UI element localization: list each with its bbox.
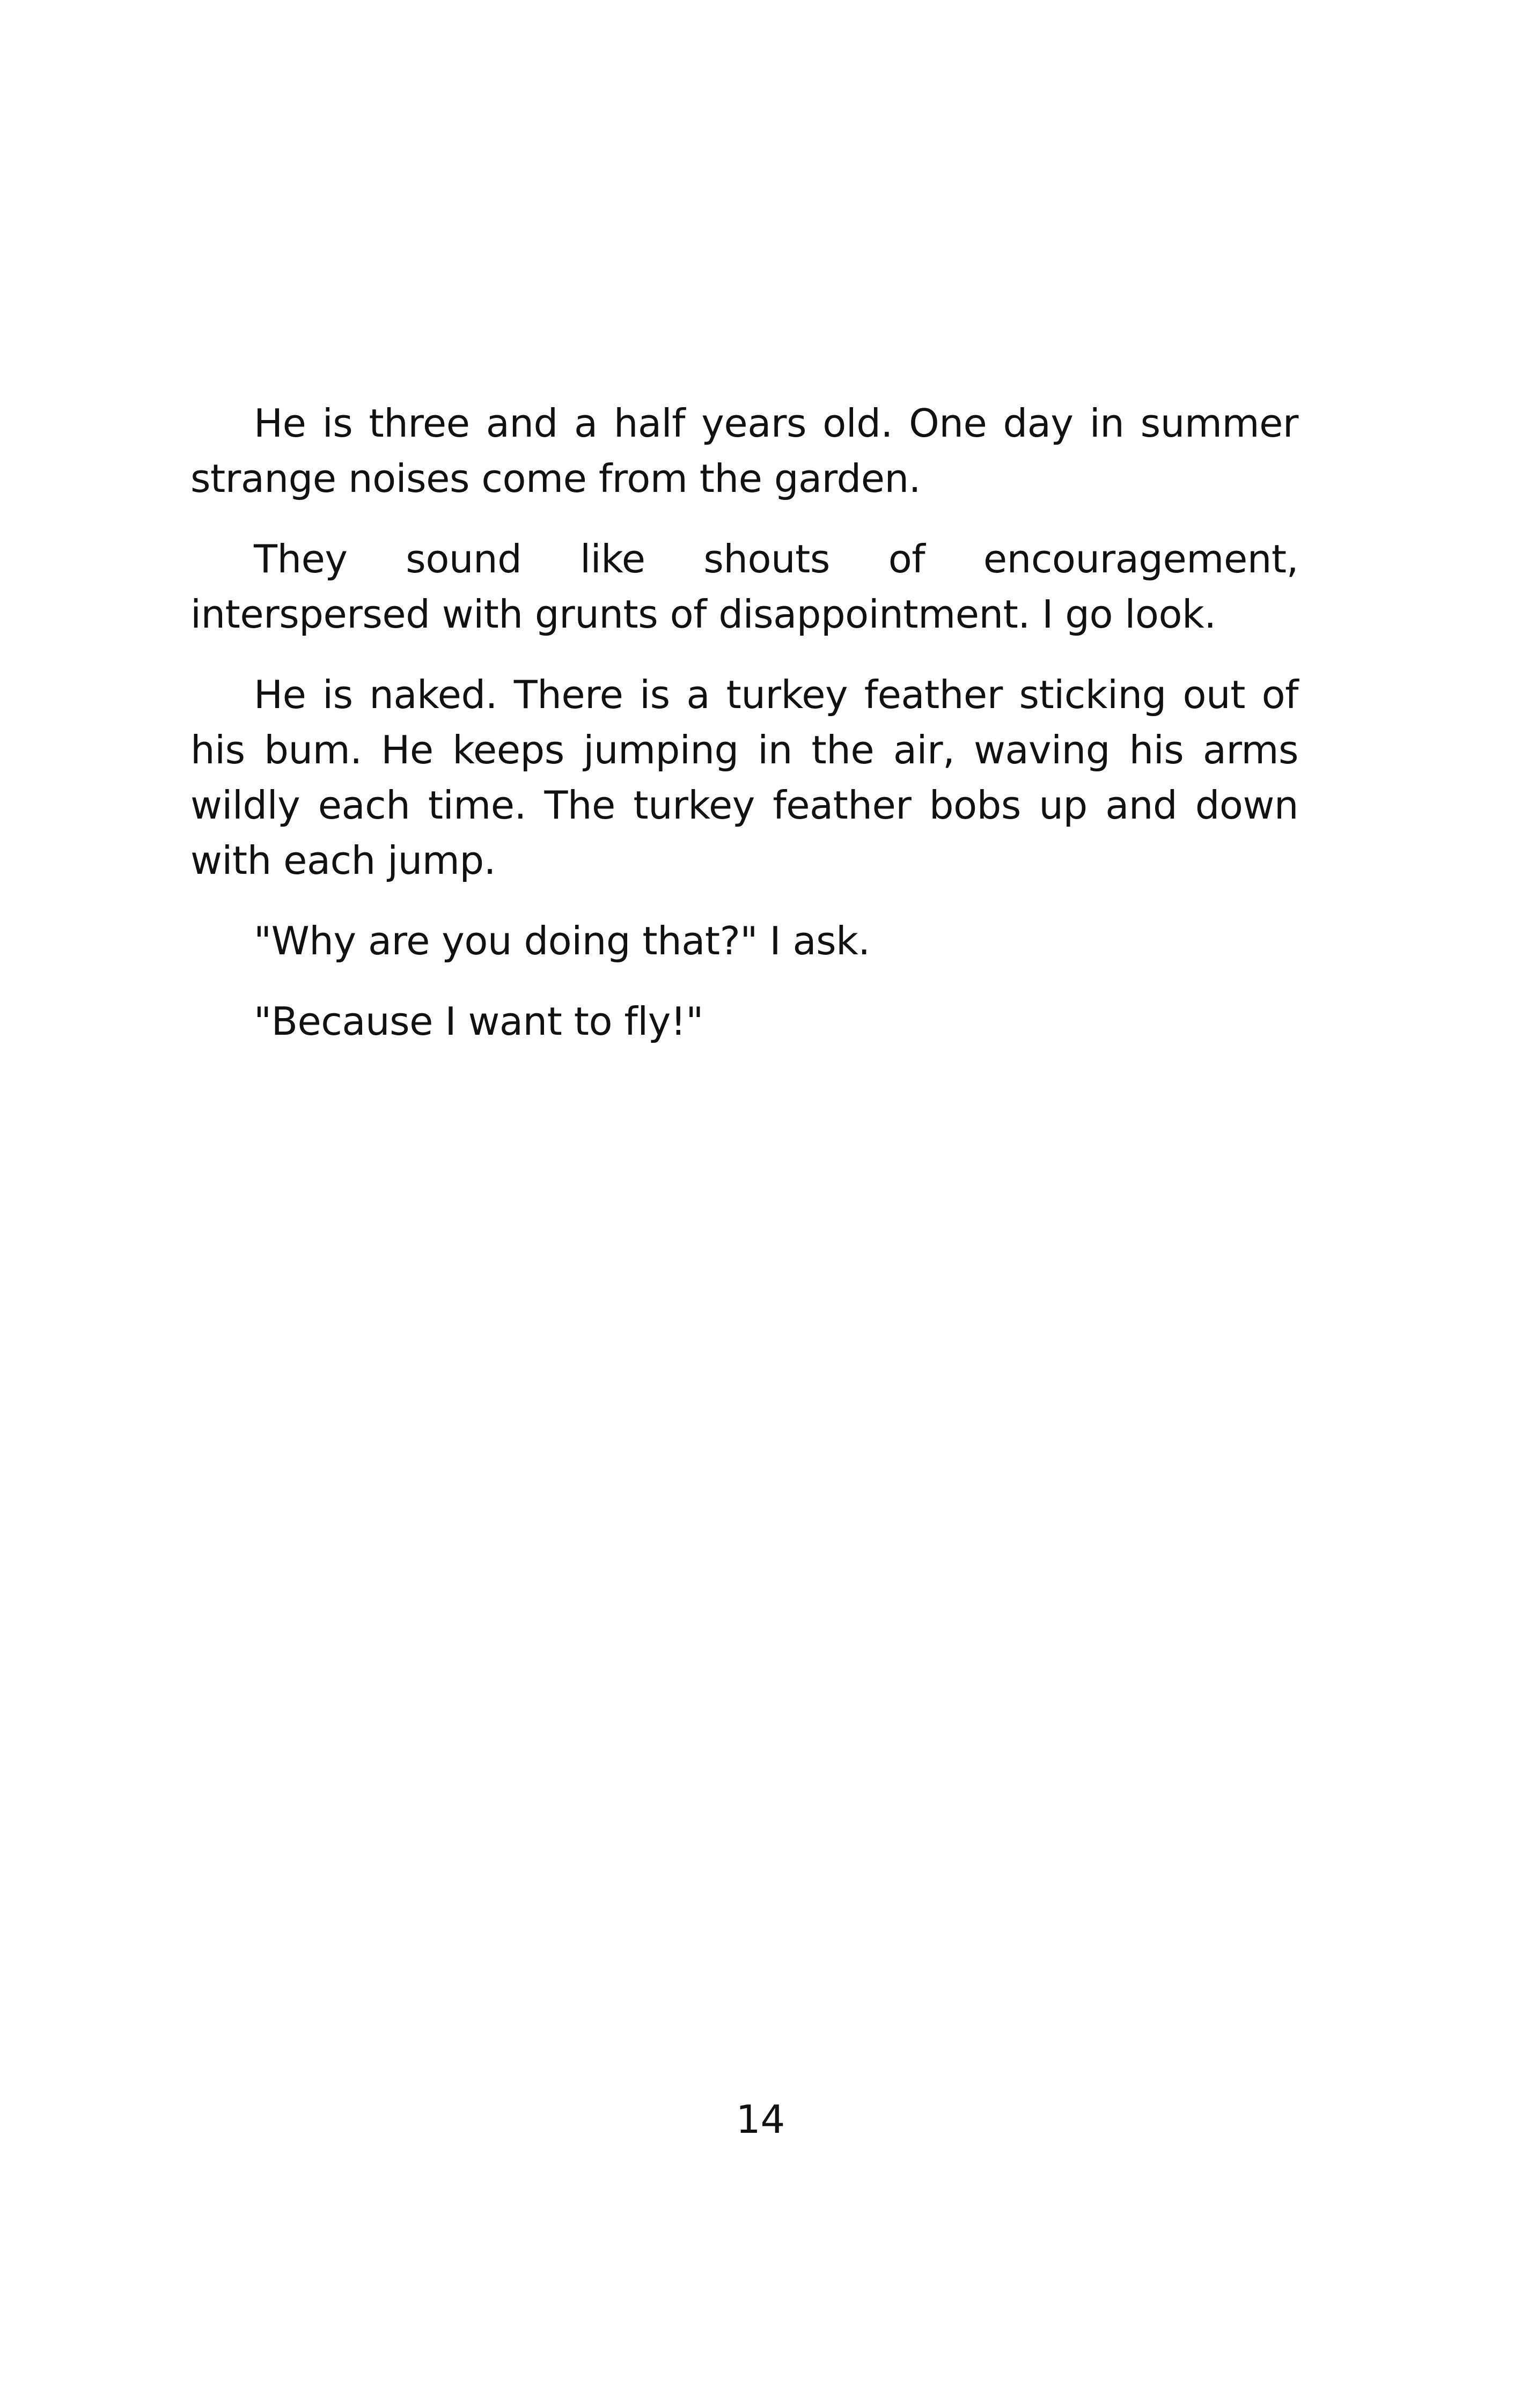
page-number: 14 — [736, 2097, 785, 2142]
paragraph-2: They sound like shouts of encouragement, interspersed with grunts of disappointment. I go look. — [190, 536, 1298, 637]
paragraph-4: "Why are you doing that?" I ask. — [254, 918, 870, 963]
paragraph-5: "Because I want to fly!" — [254, 999, 703, 1044]
paragraph-3: He is naked. There is a turkey feather sticking out of his bum. He keeps jumping in the air, waving his arms wildly each time. The turkey feather bobs up and down with each jump. — [190, 672, 1298, 883]
body-text — [190, 396, 1298, 1074]
paragraph-1: He is three and a half years old. One day in summer strange noises come from the garden. — [190, 401, 1298, 501]
